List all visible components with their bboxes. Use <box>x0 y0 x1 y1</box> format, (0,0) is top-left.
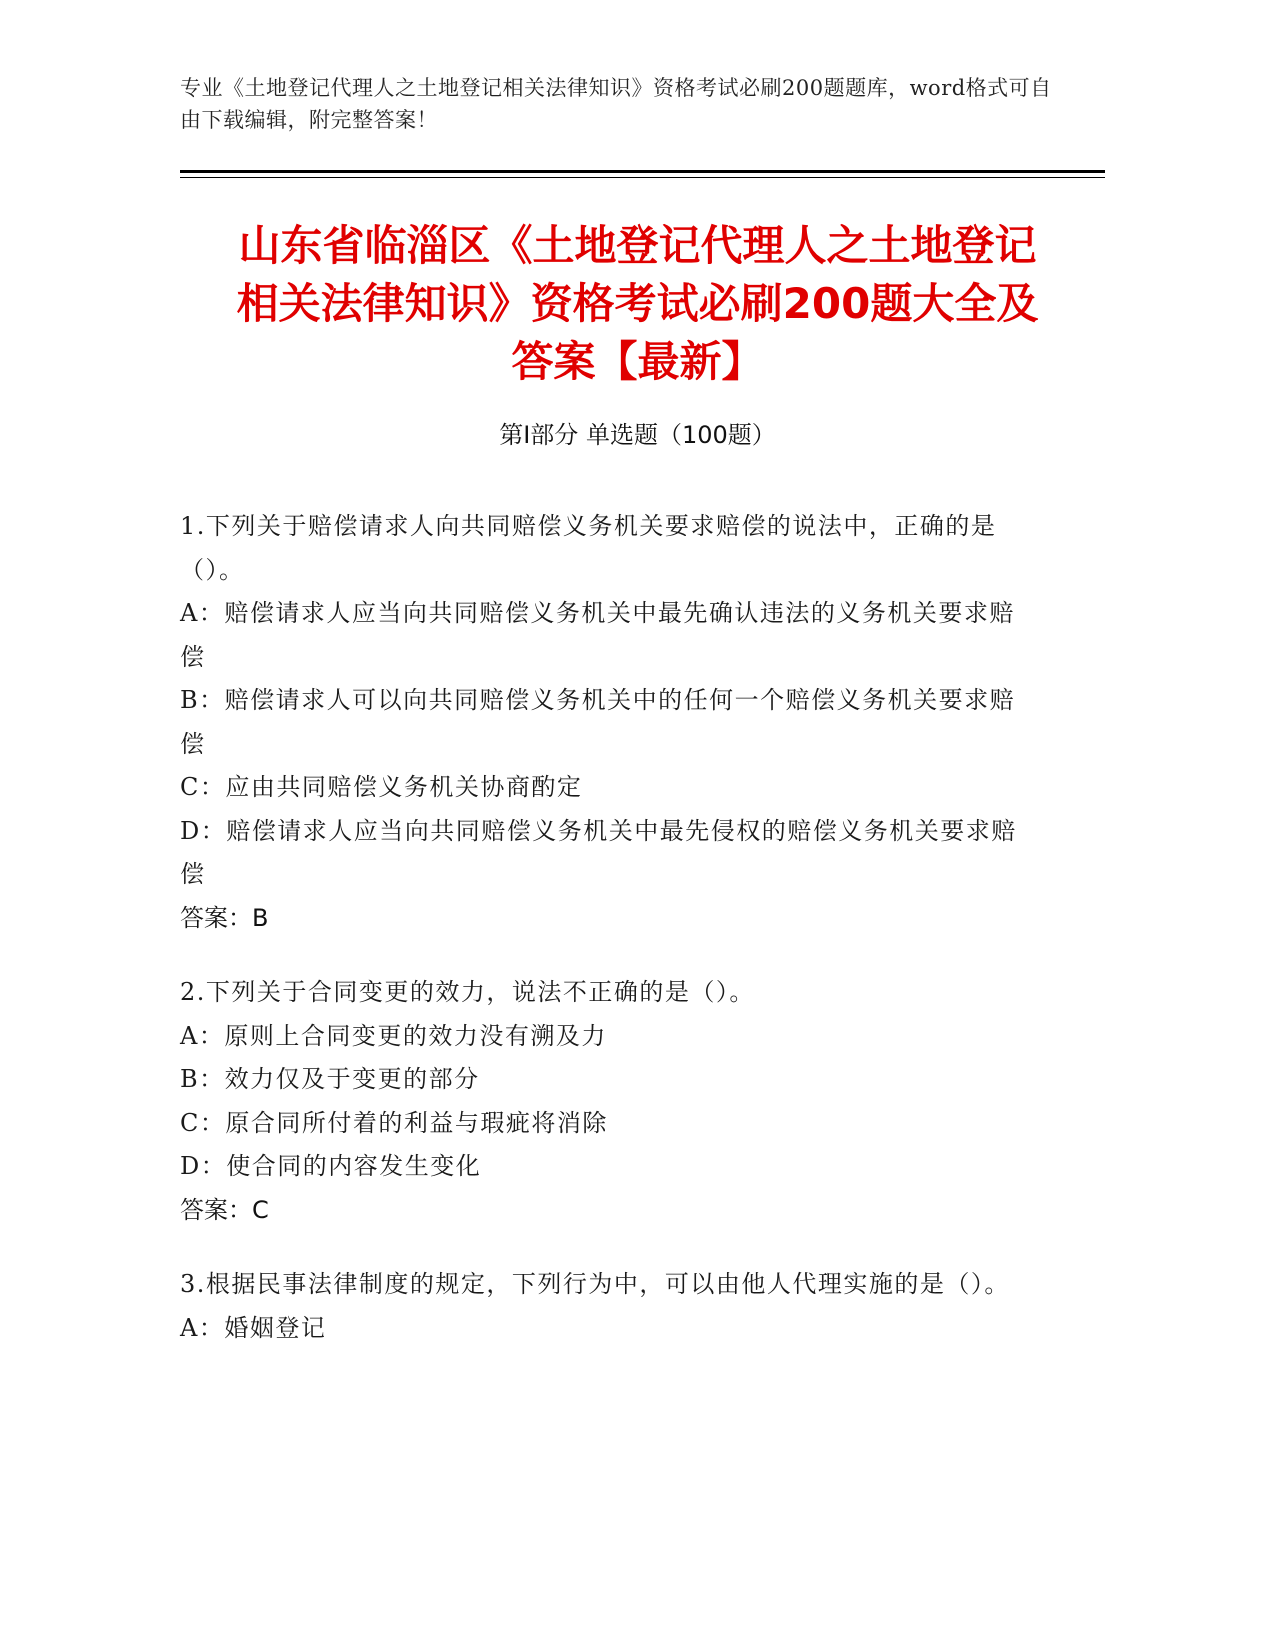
question-2 <box>180 971 1030 1232</box>
title-line-3: 答案【最新】 <box>511 337 764 386</box>
header-rule-thick <box>180 170 1105 173</box>
question-stem: 3.根据民事法律制度的规定，下列行为中，可以由他人代理实施的是（）。 <box>180 1270 1010 1298</box>
option-d: D：赔偿请求人应当向共同赔偿义务机关中最先侵权的赔偿义务机关要求赔偿 <box>180 816 1017 888</box>
option-c: C：应由共同赔偿义务机关协商酌定 <box>180 773 583 801</box>
option-b: B：效力仅及于变更的部分 <box>180 1065 480 1093</box>
question-stem: 2.下列关于合同变更的效力，说法不正确的是（）。 <box>180 978 755 1006</box>
option-a: A：赔偿请求人应当向共同赔偿义务机关中最先确认违法的义务机关要求赔偿 <box>180 599 1015 671</box>
header-note: 专业《土地登记代理人之土地登记相关法律知识》资格考试必刷200题题库，word格式可自由下载编辑，附完整答案！ <box>180 76 1052 132</box>
option-d: D：使合同的内容发生变化 <box>180 1152 482 1180</box>
header-rule-thin <box>180 177 1105 178</box>
option-a: A：婚姻登记 <box>180 1313 327 1342</box>
question-3 <box>180 1263 1030 1350</box>
question-list <box>180 505 1030 1381</box>
option-a: A：原则上合同变更的效力没有溯及力 <box>180 1021 607 1050</box>
answer: 答案：C <box>180 1195 269 1224</box>
question-stem: 1.下列关于赔偿请求人向共同赔偿义务机关要求赔偿的说法中，正确的是（）。 <box>180 512 997 584</box>
option-c: C：原合同所付着的利益与瑕疵将消除 <box>180 1108 608 1137</box>
document-title <box>150 217 1125 391</box>
question-1 <box>180 505 1030 940</box>
title-line-1: 山东省临淄区《土地登记代理人之土地登记 <box>238 221 1037 270</box>
title-line-2: 相关法律知识》资格考试必刷200题大全及 <box>236 279 1039 328</box>
option-b: B：赔偿请求人可以向共同赔偿义务机关中的任何一个赔偿义务机关要求赔偿 <box>180 686 1016 758</box>
answer: 答案：B <box>180 903 269 932</box>
section-heading: 第Ⅰ部分 单选题（100题） <box>499 421 776 449</box>
